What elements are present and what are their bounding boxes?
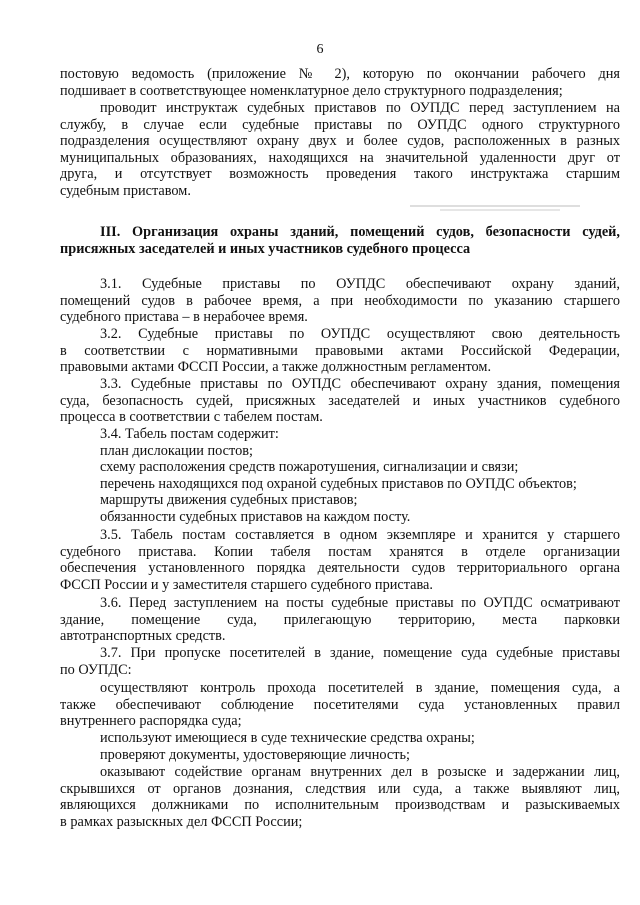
text-line: внутреннего распорядка суда; xyxy=(60,713,242,730)
paragraph xyxy=(60,326,620,376)
text-line: оказывают содействие органам внутренних дел в розыске и задержании лиц, xyxy=(100,764,620,780)
text-line: 3.7. При пропуске посетителей в здание, помещение суда судебные приставы xyxy=(100,645,620,661)
text-line: судебного пристава – в нерабочее время. xyxy=(60,309,308,326)
text-line: ФССП России и у заместителя старшего судебного пристава. xyxy=(60,576,433,593)
text-line: обязанности судебных приставов на каждом посту. xyxy=(100,508,411,525)
paragraph xyxy=(60,595,620,645)
text-line: в соответствии с нормативными правовыми актами Российской Федерации, xyxy=(60,342,620,359)
page-number: 6 xyxy=(316,42,324,57)
text-line: присяжных заседателей и иных участников судебного процесса xyxy=(60,241,471,257)
text-line: осуществляют контроль прохода посетителей в здание, помещения суда, а xyxy=(100,680,620,696)
text-line: по ОУПДС: xyxy=(60,661,132,678)
paragraph xyxy=(60,680,620,730)
paragraph xyxy=(60,276,620,326)
text-line: 3.2. Судебные приставы по ОУПДС осуществляют свою деятельность xyxy=(100,326,620,342)
text-line: помещений судов в рабочее время, а при необходимости по указанию старшего xyxy=(60,292,620,309)
text-line: проводит инструктаж судебных приставов по ОУПДС перед заступлением на xyxy=(100,100,620,116)
paragraph xyxy=(60,645,620,678)
text-line: III. Организация охраны зданий, помещений судов, безопасности судей, xyxy=(100,224,620,240)
text-line: 3.6. Перед заступлением на посты судебные приставы по ОУПДС осматривают xyxy=(100,595,620,611)
text-line: маршруты движения судебных приставов; xyxy=(100,492,358,509)
text-line: постовую ведомость (приложение № 2), которую по окончании рабочего дня xyxy=(60,66,620,82)
text-line: подшивает в соответствующее номенклатурное дело структурного подразделения; xyxy=(60,82,563,99)
text-line: подразделения осуществляют охрану двух и более судов, расположенных в разных xyxy=(60,133,620,150)
text-line: процесса в соответствии с табелем постам. xyxy=(60,409,323,426)
text-line: друга, и отсутствует возможность проведения такого инструктажа старшим xyxy=(60,166,620,183)
paragraph xyxy=(60,100,620,200)
paragraph xyxy=(60,764,620,830)
text-line: скрывшихся от органов дознания, следствия или суда, а также выявляют лиц, xyxy=(60,780,620,797)
paragraph xyxy=(60,66,620,99)
scan-artifact xyxy=(440,209,560,211)
text-line: судебного пристава. Копии табеля постам хранятся в отделе организации xyxy=(60,543,620,560)
text-line: проверяют документы, удостоверяющие личность; xyxy=(100,746,410,763)
text-line: также обеспечивают соблюдение посетителями суда установленных правил xyxy=(60,696,620,713)
section-heading xyxy=(60,224,620,258)
paragraph xyxy=(60,376,620,426)
text-line: схему расположения средств пожаротушения, сигнализации и связи; xyxy=(100,459,519,476)
text-line: 3.1. Судебные приставы по ОУПДС обеспечивают охрану зданий, xyxy=(100,276,620,292)
text-line: судебным приставом. xyxy=(60,182,191,199)
text-line: службу, в случае если судебные приставы по ОУПДС одного структурного xyxy=(60,116,620,133)
text-line: 3.5. Табель постам составляется в одном экземпляре и хранится у старшего xyxy=(100,527,620,543)
text-line: здание, помещение суда, прилегающую территорию, места парковки xyxy=(60,611,620,628)
paragraph xyxy=(60,426,620,526)
text-line: являющихся должниками по исполнительным производствам и разыскиваемых xyxy=(60,797,620,814)
scan-artifact xyxy=(410,205,580,207)
text-line: план дислокации постов; xyxy=(100,442,253,459)
text-line: в рамках разыскных дел ФССП России; xyxy=(60,813,303,830)
text-line: обеспечения установленного порядка деятельности судов территориального органа xyxy=(60,560,620,577)
text-line: муниципальных образованиях, находящихся на значительной удаленности друг от xyxy=(60,149,620,166)
text-line: 3.3. Судебные приставы по ОУПДС обеспечивают охрану здания, помещения xyxy=(100,376,620,392)
text-line: правовыми актами ФССП России, а также должностным регламентом. xyxy=(60,359,492,376)
text-line: перечень находящихся под охраной судебных приставов по ОУПДС объектов; xyxy=(100,475,577,492)
paragraph xyxy=(60,527,620,593)
text-line: автотранспортных средств. xyxy=(60,628,226,645)
text-line: 3.4. Табель постам содержит: xyxy=(100,426,279,442)
paragraph xyxy=(60,730,620,763)
text-line: используют имеющиеся в суде технические средства охраны; xyxy=(100,730,475,746)
text-line: суда, безопасность судей, присяжных заседателей и иных участников судебного xyxy=(60,392,620,409)
